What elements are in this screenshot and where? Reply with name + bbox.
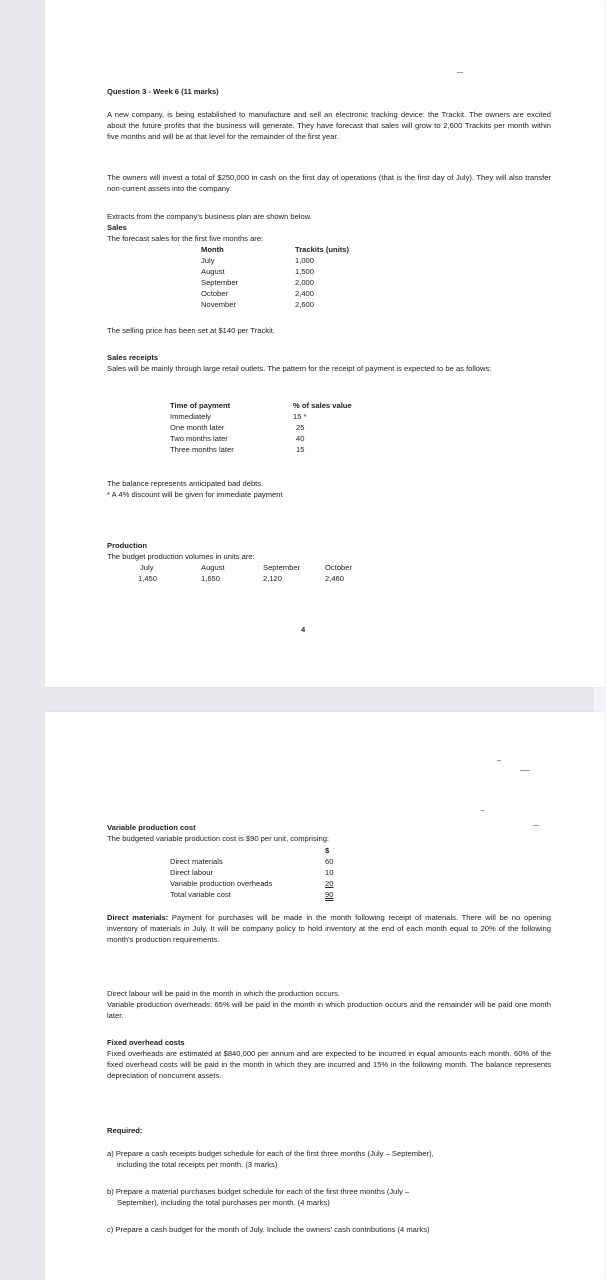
selling-price: The selling price has been set at $140 per Trackit.	[107, 326, 276, 335]
variable-cost-heading: Variable production cost	[107, 823, 196, 832]
direct-materials-text: Payment for purchases will be made in the month following receipt of materials. There will be no opening inventory of materials in July. It will be company policy to hold inventory at the end of each month equal to 20% of the following month's production requirements.	[107, 913, 552, 945]
direct-materials-label: Direct materials:	[107, 913, 169, 922]
required-heading: Required:	[107, 1126, 143, 1135]
col-pct-header: % of sales value	[293, 401, 352, 410]
intro-paragraph: A new company, is being established to manufacture and sell an electronic tracking device: the Trackit. The owners are excited about the future profits that the business will generate. They have forecast that sales will grow to 2,600 Trackits per month within five months and will be at that level for the remainder of the first year.	[107, 110, 551, 142]
col-month-header: Month	[201, 245, 224, 254]
fixed-overhead-paragraph: Fixed overheads are estimated at $840,000 per annum and are expected to be incurred in equal amounts each month. 60% of the fixed overhead costs will be paid in the month in which they are incurred and 15% in the following month. The balance represents depreciation of noncurrent assets.	[107, 1049, 551, 1081]
sales-heading: Sales	[107, 223, 127, 232]
scan-mark	[520, 770, 530, 771]
production-volume: 1,450	[138, 574, 158, 583]
direct-labour-text: Direct labour will be paid in the month in which the production occurs.	[107, 989, 340, 998]
scan-mark	[533, 825, 539, 826]
table-row-item: Direct labour	[170, 868, 214, 877]
variable-cost-intro: The budgeted variable production cost is $90 per unit, comprising:	[107, 834, 330, 843]
table-row-units: 1,500	[295, 267, 315, 276]
table-row-pct: 25	[296, 423, 305, 432]
table-row-item: Direct materials	[170, 857, 223, 866]
table-row-units: 2,000	[295, 278, 315, 287]
requirement-c: c) Prepare a cash budget for the month of July. Include the owners' cash contributions (4 marks)	[107, 1225, 430, 1234]
table-row-time: Two months later	[170, 434, 228, 443]
production-month: September	[263, 563, 301, 572]
table-row-value: 60	[325, 857, 334, 866]
table-row-month: November	[201, 300, 237, 309]
production-intro: The budget production volumes in units are:	[107, 552, 255, 561]
table-row-units: 2,400	[295, 289, 315, 298]
table-row-time: Three months later	[170, 445, 234, 454]
page-number: 4	[301, 625, 306, 634]
table-row-pct: 15	[296, 445, 305, 454]
table-row-value: 20	[325, 879, 334, 888]
production-month: August	[201, 563, 225, 572]
table-row-month: October	[201, 289, 229, 298]
production-month: July	[140, 563, 154, 572]
table-row-time: One month later	[170, 423, 225, 432]
currency-header: $	[325, 846, 330, 855]
extracts-line: Extracts from the company's business plan are shown below.	[107, 212, 312, 221]
production-volume: 2,120	[263, 574, 283, 583]
table-row-value: 10	[325, 868, 334, 877]
scan-mark	[481, 810, 484, 811]
col-time-header: Time of payment	[170, 401, 231, 410]
table-row-month: August	[201, 267, 225, 276]
table-row-pct: 40	[296, 434, 305, 443]
document-page-2	[45, 712, 605, 1280]
document-page-1	[45, 0, 605, 687]
fixed-overhead-heading: Fixed overhead costs	[107, 1038, 185, 1047]
scan-mark	[457, 72, 463, 73]
production-heading: Production	[107, 541, 148, 550]
investment-paragraph: The owners will invest a total of $250,000 in cash on the first day of operations (that is the first day of July). They will also transfer non-current assets into the company.	[107, 173, 551, 194]
scan-mark	[497, 760, 501, 761]
bad-debts-note: The balance represents anticipated bad debts.	[107, 479, 264, 488]
receipts-paragraph: Sales will be mainly through large retail outlets. The pattern for the receipt of payment is expected to be as follows:	[107, 364, 492, 373]
table-row-units: 2,600	[295, 300, 315, 309]
sales-intro: The forecast sales for the first five months are:	[107, 234, 264, 243]
table-row-item: Total variable cost	[170, 890, 231, 899]
col-units-header: Trackits (units)	[295, 245, 350, 254]
question-heading: Question 3 - Week 6 (11 marks)	[107, 87, 219, 96]
production-month: October	[325, 563, 353, 572]
table-row-item: Variable production overheads	[170, 879, 273, 888]
table-row-value: 90	[325, 890, 334, 899]
requirement-a: a) Prepare a cash receipts budget schedule for each of the first three months (July – September), including the total receipts per month. (3 marks)	[107, 1149, 434, 1170]
table-row-month: September	[201, 278, 239, 287]
production-volume: 2,460	[325, 574, 345, 583]
table-row-time: Immediately	[170, 412, 211, 421]
discount-note: * A 4% discount will be given for immediate payment	[107, 490, 283, 499]
table-row-month: July	[201, 256, 215, 265]
overheads-paragraph: Variable production overheads: 65% will be paid in the month in which production occurs and the remainder will be paid one month later.	[107, 1000, 551, 1021]
receipts-heading: Sales receipts	[107, 353, 159, 362]
table-row-units: 1,000	[295, 256, 315, 265]
requirement-b: b) Prepare a material purchases budget schedule for each of the first three months (July – September), including the total purchases per month. (4 marks)	[107, 1187, 410, 1208]
production-volume: 1,650	[201, 574, 221, 583]
table-row-pct: 15 *	[293, 412, 307, 421]
direct-materials-paragraph	[107, 912, 551, 946]
